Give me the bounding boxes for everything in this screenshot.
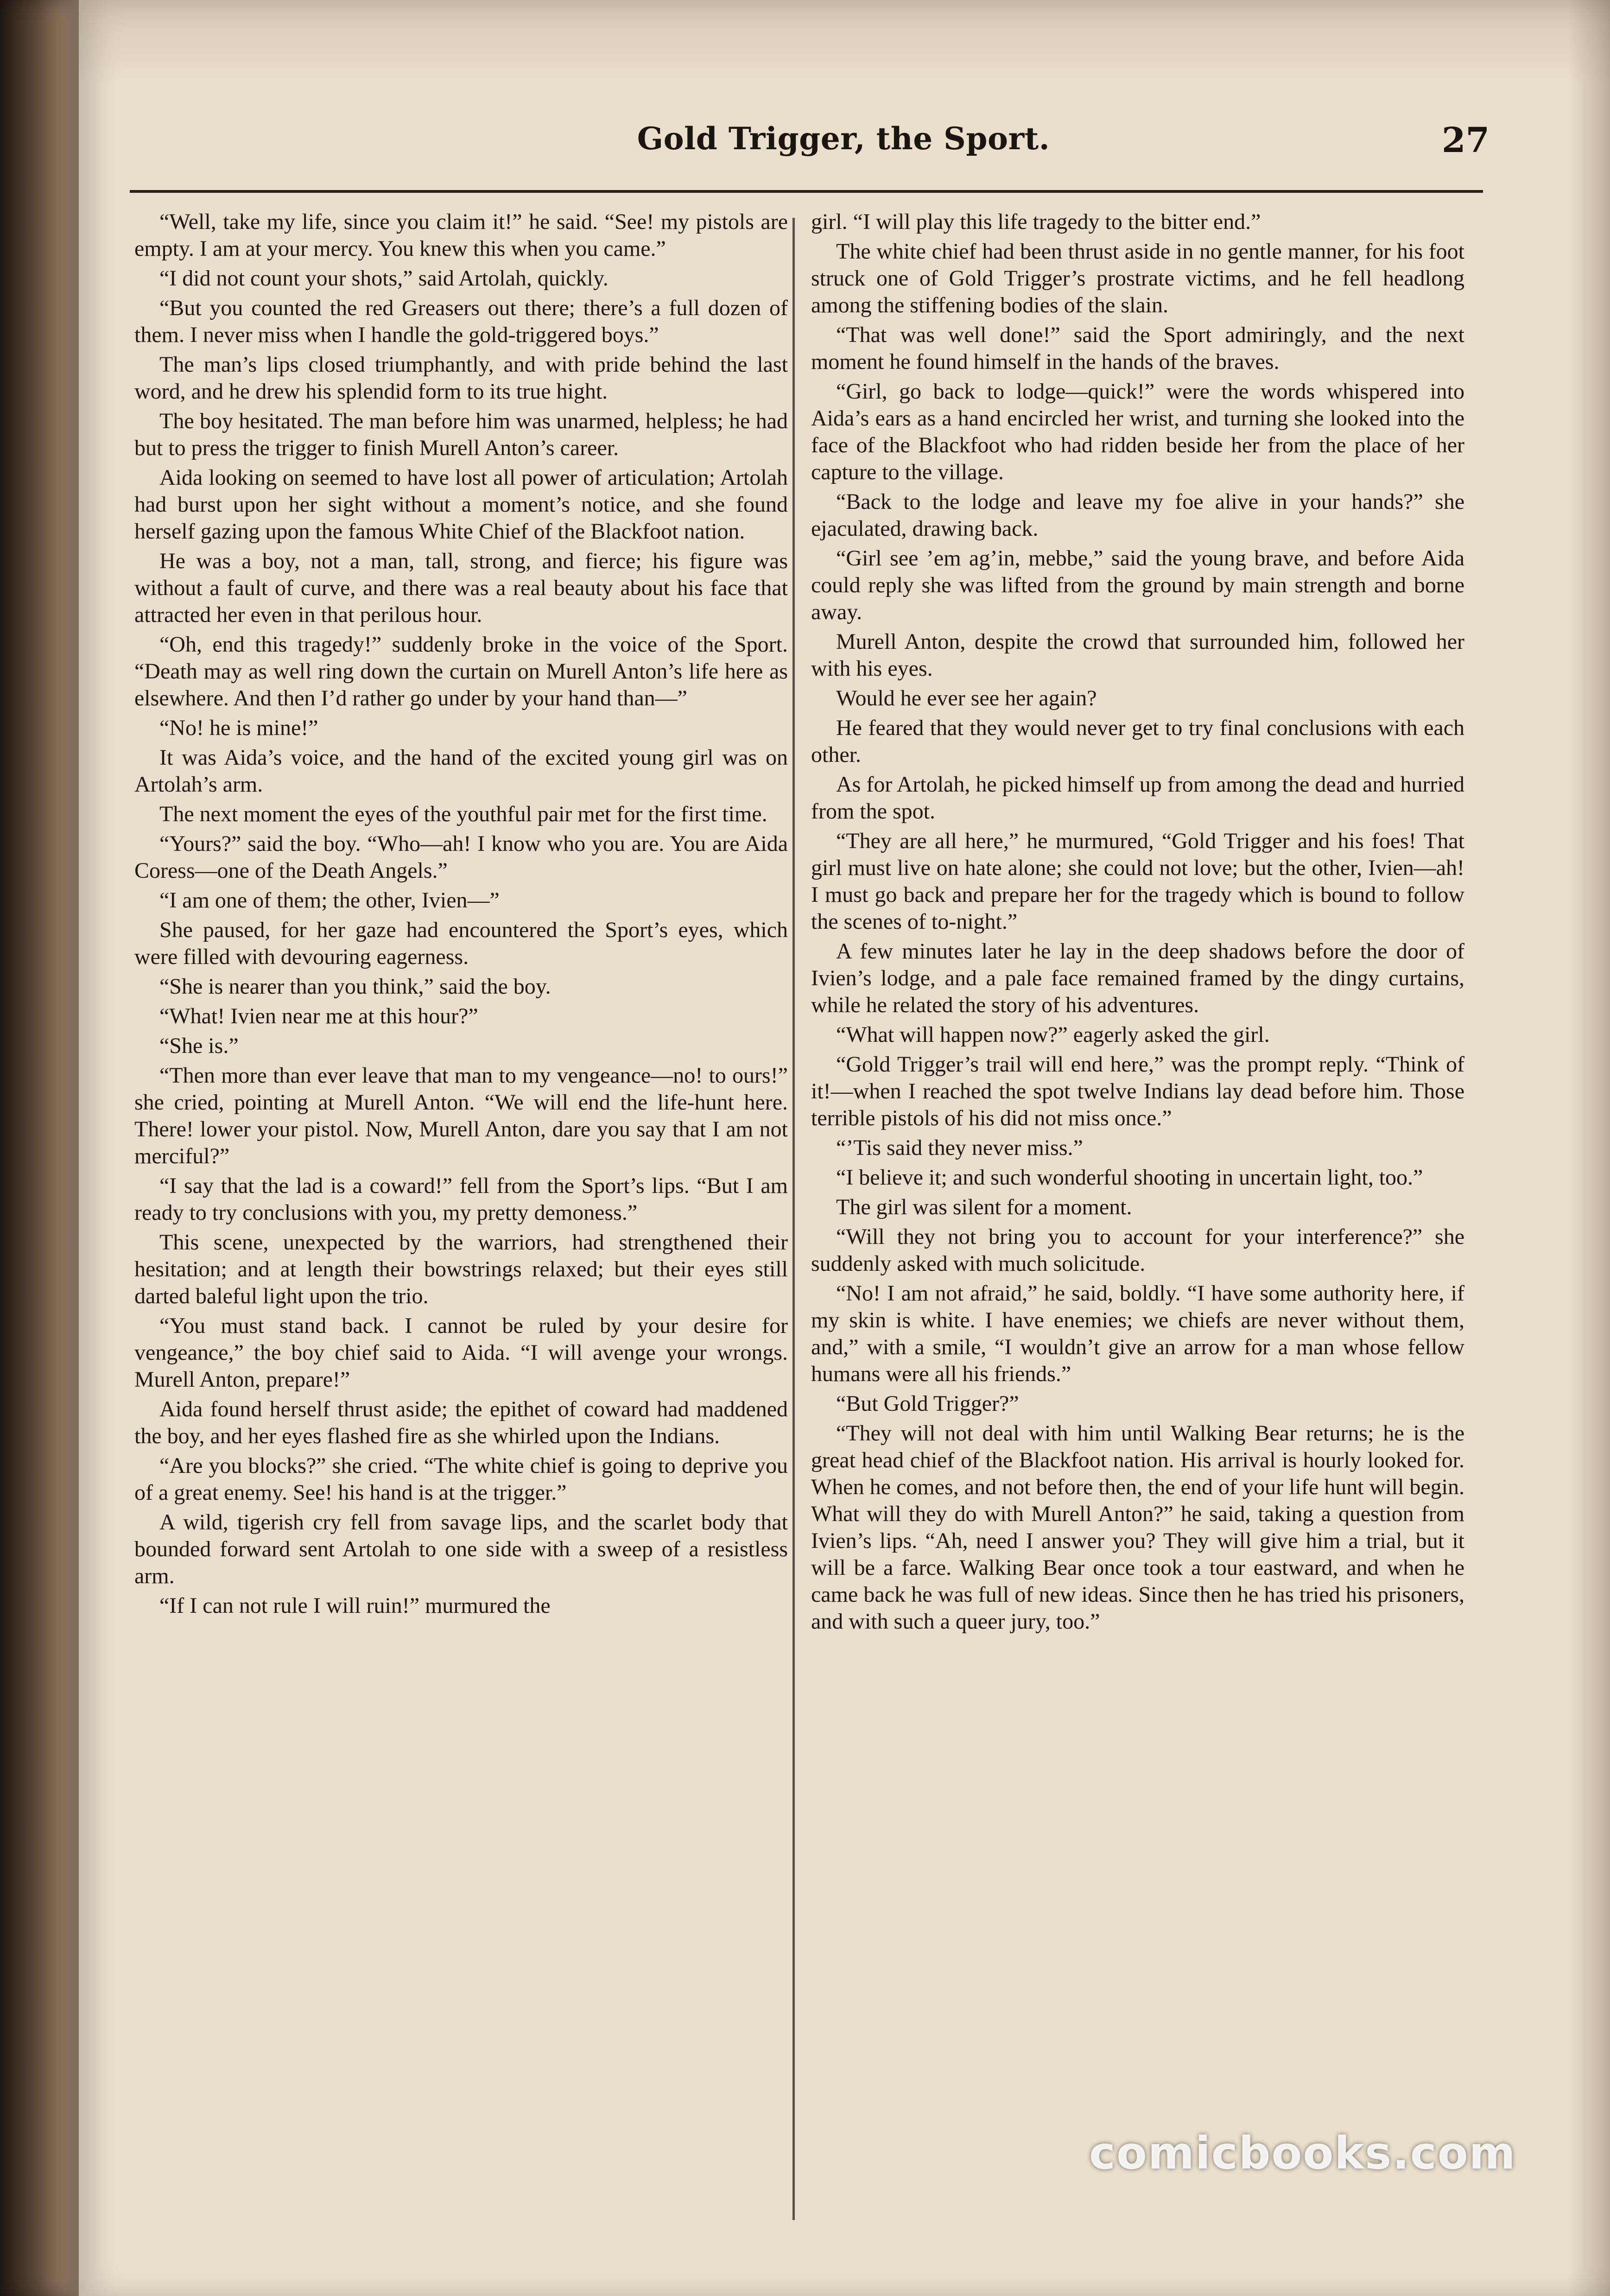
paragraph: Would he ever see her again?: [836, 686, 1097, 710]
paragraph: The girl was silent for a moment.: [836, 1195, 1132, 1219]
right-column: [811, 209, 1464, 2225]
left-column: [134, 209, 788, 2225]
page: [79, 0, 1610, 2296]
watermark: comicbooks.com: [1089, 2127, 1516, 2179]
paragraph: The next moment the eyes of the youthful pair met for the first time.: [159, 802, 767, 826]
page-title: Gold Trigger, the Sport.: [637, 121, 1050, 157]
paragraph: “Oh, end this tragedy!” suddenly broke in the voice of the Sport. “Death may as well ring down the curtain on Murell Anton’s life here as elsewhere. And then I’d rather go under by your hand than—”: [134, 632, 788, 710]
paragraph: Aida found herself thrust aside; the epithet of coward had maddened the boy, and her eyes flashed fire as she whirled upon the Indians.: [134, 1397, 788, 1448]
page-header: [79, 121, 1610, 185]
paragraph: The boy hesitated. The man before him was unarmed, helpless; he had but to press the trigger to finish Murell Anton’s career.: [134, 409, 788, 460]
paragraph: “But you counted the red Greasers out there; there’s a full dozen of them. I never miss when I handle the gold-triggered boys.”: [134, 296, 788, 347]
paragraph: The white chief had been thrust aside in no gentle manner, for his foot struck one of Gold Trigger’s prostrate victims, and he fell headlong among the stiffening bodies of the slain.: [811, 239, 1464, 317]
paragraph: “’Tis said they never miss.”: [836, 1135, 1083, 1160]
paragraph: “Well, take my life, since you claim it!” he said. “See! my pistols are empty. I am at your mercy. You knew this when you came.”: [134, 209, 788, 261]
page-number: 27: [1442, 121, 1490, 160]
paragraph: girl. “I will play this life tragedy to the bitter end.”: [811, 209, 1261, 234]
paragraph: “Girl, go back to lodge—quick!” were the words whispered into Aida’s ears as a hand encircled her wrist, and turning she looked into the face of the Blackfoot who had ridden beside her from the place of her capture to the village.: [811, 379, 1464, 484]
paragraph: This scene, unexpected by the warriors, had strengthened their hesitation; and at length their bowstrings relaxed; but their eyes still darted baleful light upon the trio.: [134, 1230, 788, 1308]
paragraph: Murell Anton, despite the crowd that surrounded him, followed her with his eyes.: [811, 629, 1464, 681]
paragraph: Aida looking on seemed to have lost all power of articulation; Artolah had burst upon her sight without a moment’s notice, and she found herself gazing upon the famous White Chief of the Blackfoot nation.: [134, 465, 788, 544]
paragraph: He was a boy, not a man, tall, strong, and fierce; his figure was without a fault of curve, and there was a real beauty about his face that attracted her even in that perilous hour.: [134, 549, 788, 627]
paragraph: “If I can not rule I will ruin!” murmured the: [159, 1593, 551, 1618]
paragraph: “Are you blocks?” she cried. “The white chief is going to deprive you of a great enemy. See! his hand is at the trigger.”: [134, 1453, 788, 1505]
paragraph: She paused, for her gaze had encountered the Sport’s eyes, which were filled with devouring eagerness.: [134, 918, 788, 969]
paragraph: “No! I am not afraid,” he said, boldly. “I have some authority here, if my skin is white. I have enemies; we chiefs are never without them, and,” with a smile, “I wouldn’t give an arrow for a man whose fellow humans were all his friends.”: [811, 1281, 1464, 1386]
paragraph: A wild, tigerish cry fell from savage lips, and the scarlet body that bounded forward sent Artolah to one side with a sweep of a resistless arm.: [134, 1510, 788, 1588]
paragraph: “You must stand back. I cannot be ruled by your desire for vengeance,” the boy chief said to Aida. “I will avenge your wrongs. Murell Anton, prepare!”: [134, 1313, 788, 1392]
page-stain: [79, 0, 1610, 83]
paragraph: “Then more than ever leave that man to my vengeance—no! to ours!” she cried, pointing at Murell Anton. “We will end the life-hunt here. There! lower your pistol. Now, Murell Anton, dare you say that I am not merciful?”: [134, 1063, 788, 1168]
paragraph: It was Aida’s voice, and the hand of the excited young girl was on Artolah’s arm.: [134, 745, 788, 797]
paragraph: “Will they not bring you to account for your interference?” she suddenly asked with much solicitude.: [811, 1224, 1464, 1276]
paragraph: “I did not count your shots,” said Artolah, quickly.: [159, 266, 609, 291]
paragraph: “Gold Trigger’s trail will end here,” was the prompt reply. “Think of it!—when I reached the spot twelve Indians lay dead before him. Those terrible pistols of his did not miss once.”: [811, 1052, 1464, 1130]
paragraph: He feared that they would never get to try final conclusions with each other.: [811, 716, 1464, 767]
page-shadow: [1568, 0, 1610, 2296]
paragraph: “That was well done!” said the Sport admiringly, and the next moment he found himself in the hands of the braves.: [811, 323, 1464, 374]
paragraph: “But Gold Trigger?”: [836, 1391, 1019, 1416]
header-rule: [130, 190, 1483, 193]
paragraph: “I believe it; and such wonderful shooting in uncertain light, too.”: [836, 1165, 1423, 1190]
paragraph: “I am one of them; the other, Ivien—”: [159, 888, 500, 913]
paragraph: “They will not deal with him until Walking Bear returns; he is the great head chief of the Blackfoot nation. His arrival is hourly looked for. When he comes, and not before then, the end of your life hunt will begin. What will they do with Murell Anton?” he said, taking a question from Ivien’s lips. “Ah, need I answer you? They will give him a trial, but it will be a farce. Walking Bear once took a tour eastward, and when he came back he was full of new ideas. Since then he has tried his prisoners, and with such a queer jury, too.”: [811, 1421, 1464, 1634]
paragraph: “What! Ivien near me at this hour?”: [159, 1004, 478, 1028]
paragraph: “She is.”: [159, 1034, 239, 1058]
book-binding: [0, 0, 79, 2296]
paragraph: “Back to the lodge and leave my foe alive in your hands?” she ejaculated, drawing back.: [811, 489, 1464, 541]
paragraph: “They are all here,” he murmured, “Gold Trigger and his foes! That girl must live on hate alone; she could not love; but the other, Ivien—ah! I must go back and prepare her for the tragedy which is bound to follow the scenes of to-night.”: [811, 829, 1464, 934]
paragraph: As for Artolah, he picked himself up from among the dead and hurried from the spot.: [811, 772, 1464, 824]
paragraph: “Girl see ’em ag’in, mebbe,” said the young brave, and before Aida could reply she was lifted from the ground by main strength and borne away.: [811, 546, 1464, 624]
paragraph: A few minutes later he lay in the deep shadows before the door of Ivien’s lodge, and a pale face remained framed by the dingy curtains, while he related the story of his adventures.: [811, 939, 1464, 1017]
paragraph: “She is nearer than you think,” said the boy.: [159, 974, 551, 999]
column-divider: [792, 218, 795, 2220]
paragraph: The man’s lips closed triumphantly, and with pride behind the last word, and he drew his splendid form to its true hight.: [134, 352, 788, 404]
paragraph: “Yours?” said the boy. “Who—ah! I know who you are. You are Aida Coress—one of the Death Angels.”: [134, 831, 788, 883]
paragraph: “What will happen now?” eagerly asked the girl.: [836, 1022, 1270, 1047]
paragraph: “I say that the lad is a coward!” fell from the Sport’s lips. “But I am ready to try conclusions with you, my pretty demoness.”: [134, 1173, 788, 1225]
paragraph: “No! he is mine!”: [159, 716, 318, 740]
